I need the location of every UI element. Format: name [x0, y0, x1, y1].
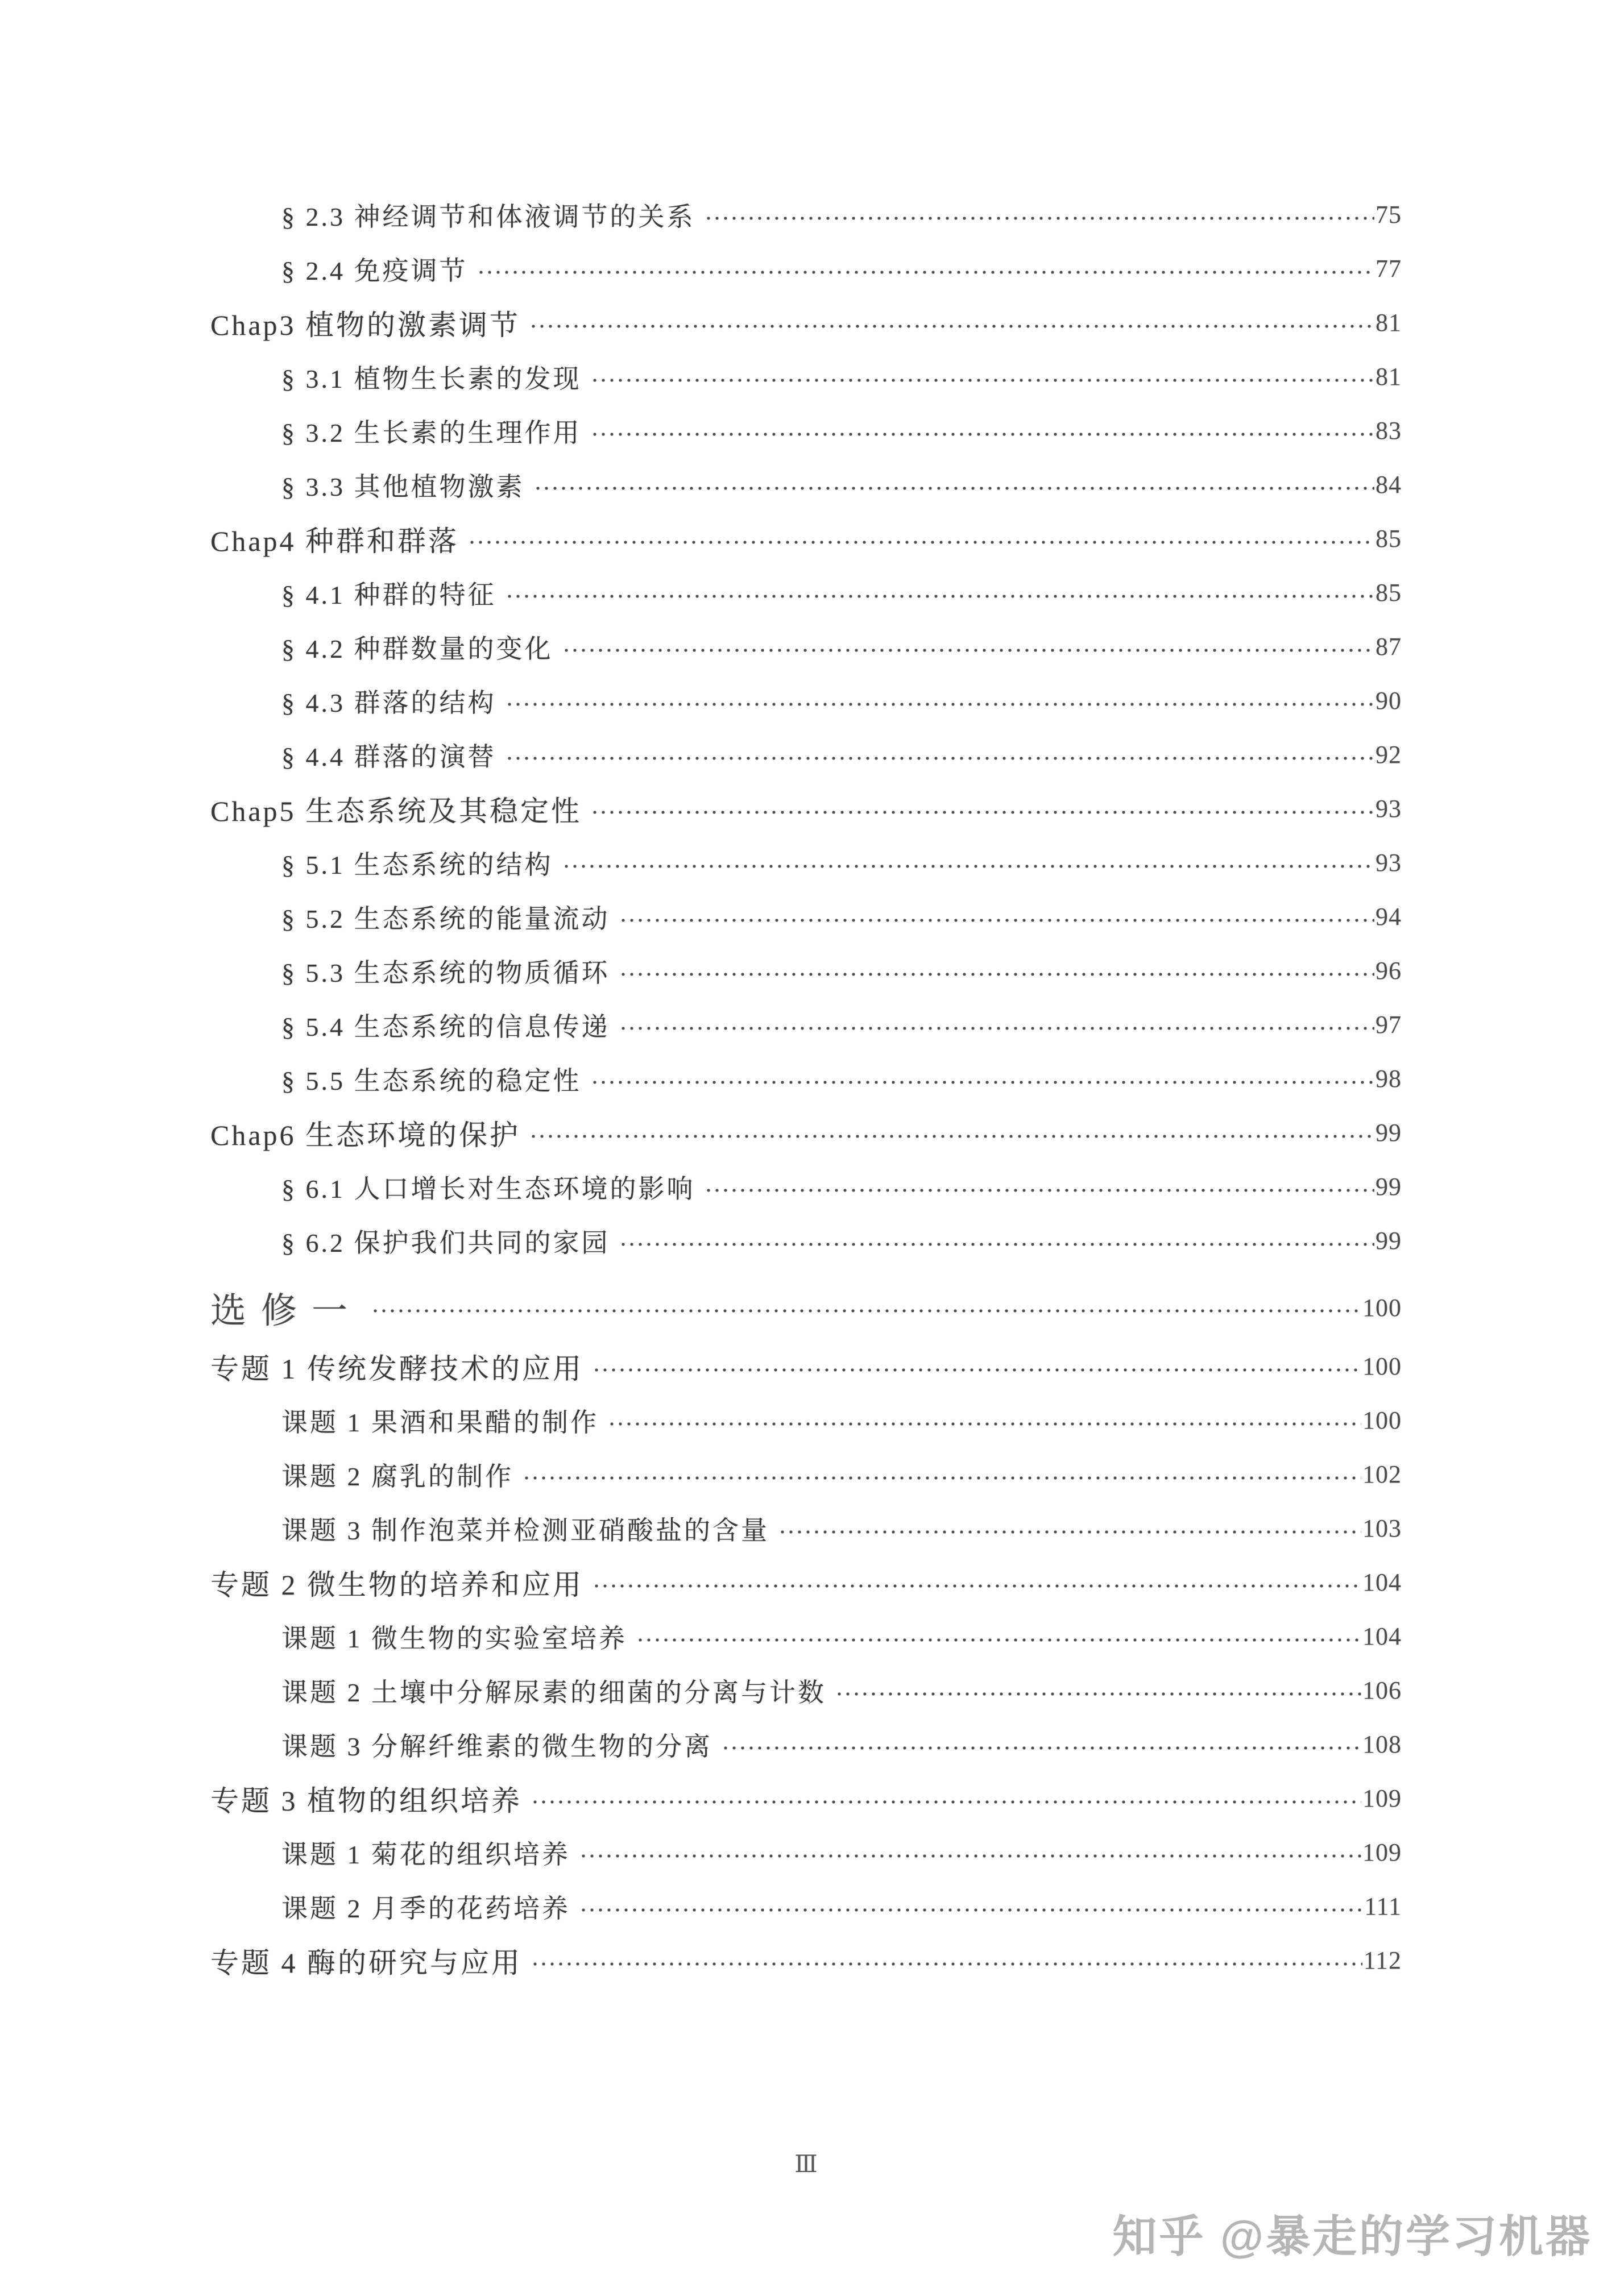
- toc-entry-page: 97: [1376, 1011, 1402, 1039]
- toc-entry: [210, 350, 1402, 404]
- toc-entry-page: 109: [1362, 1784, 1402, 1812]
- toc-entry: [210, 1663, 1402, 1717]
- toc-entry-label: 课题 3 制作泡菜并检测亚硝酸盐的含量: [281, 1516, 769, 1545]
- toc-entry: [210, 674, 1402, 728]
- toc-entry: [210, 1276, 1402, 1339]
- toc-entry-label: 专题 3 植物的组织培养: [210, 1784, 522, 1817]
- toc-leader-dots: [778, 1529, 1361, 1535]
- toc-entry: [210, 512, 1402, 566]
- toc-entry-label: § 3.1 植物生长素的发现: [281, 364, 582, 393]
- toc-entry: [210, 1879, 1402, 1933]
- toc-entry-label: 选修一: [210, 1290, 362, 1331]
- toc-leader-dots: [722, 1745, 1361, 1751]
- toc-entry-page: 81: [1376, 363, 1402, 391]
- toc-entry: [210, 728, 1402, 782]
- toc-leader-dots: [529, 1134, 1374, 1139]
- toc-leader-dots: [619, 1025, 1375, 1031]
- toc-leader-dots: [371, 1308, 1361, 1314]
- toc-entry-label: § 6.2 保护我们共同的家园: [281, 1228, 610, 1257]
- toc-leader-dots: [619, 1242, 1375, 1247]
- toc-leader-dots: [529, 323, 1374, 329]
- toc-entry: [210, 1339, 1402, 1393]
- toc-entry-label: § 2.3 神经调节和体液调节的关系: [281, 202, 695, 231]
- toc-leader-dots: [468, 539, 1374, 545]
- toc-entry-page: 111: [1364, 1892, 1402, 1920]
- page-number: Ⅲ: [794, 2152, 818, 2178]
- toc-leader-dots: [506, 701, 1375, 707]
- toc-entry-page: 106: [1362, 1676, 1402, 1704]
- toc-leader-dots: [593, 1367, 1361, 1373]
- toc-leader-dots: [562, 863, 1375, 869]
- toc-entry-label: 课题 2 土壤中分解尿素的细菌的分离与计数: [281, 1678, 826, 1707]
- toc-leader-dots: [705, 1188, 1375, 1193]
- toc-entry: [210, 1447, 1402, 1501]
- toc-entry: [210, 296, 1402, 350]
- toc-entry-page: 84: [1376, 471, 1402, 499]
- toc-entry: [210, 998, 1402, 1052]
- toc-entry-page: 99: [1376, 1173, 1402, 1201]
- toc-entry-label: § 5.4 生态系统的信息传递: [281, 1012, 610, 1041]
- toc-entry-page: 93: [1376, 795, 1402, 823]
- toc-entry-label: 专题 4 酶的研究与应用: [210, 1946, 522, 1979]
- toc-leader-dots: [591, 377, 1375, 383]
- toc-entry-label: § 5.5 生态系统的稳定性: [281, 1066, 582, 1095]
- toc-entry-label: 课题 2 月季的花药培养: [281, 1894, 570, 1923]
- toc-leader-dots: [506, 593, 1375, 599]
- toc-entry-label: Chap4 种群和群落: [210, 525, 459, 557]
- toc-entry-page: 103: [1362, 1514, 1402, 1542]
- toc-leader-dots: [523, 1475, 1361, 1481]
- toc-leader-dots: [531, 1799, 1361, 1805]
- toc-entry: [210, 836, 1402, 890]
- toc-entry-page: 96: [1376, 957, 1402, 985]
- toc-entry-page: 87: [1376, 633, 1402, 661]
- toc-leader-dots: [534, 485, 1375, 491]
- toc-entry-label: § 4.3 群落的结构: [281, 688, 496, 717]
- toc-entry-label: § 2.4 免疫调节: [281, 256, 468, 285]
- toc-leader-dots: [579, 1907, 1363, 1913]
- toc-entry: [210, 1771, 1402, 1825]
- toc-entry: [210, 1052, 1402, 1106]
- toc-entry: [210, 620, 1402, 674]
- toc-entry-page: 100: [1362, 1406, 1402, 1434]
- toc-entry-page: 104: [1362, 1568, 1402, 1596]
- toc-entry: [210, 1717, 1402, 1771]
- toc-entry-label: 课题 2 腐乳的制作: [281, 1462, 513, 1491]
- toc-entry: [210, 1393, 1402, 1447]
- toc-leader-dots: [593, 1583, 1361, 1589]
- toc-leader-dots: [619, 971, 1375, 977]
- toc-leader-dots: [705, 215, 1375, 221]
- toc-entry-label: § 4.2 种群数量的变化: [281, 634, 553, 663]
- toc-leader-dots: [506, 755, 1375, 761]
- toc-entry: [210, 188, 1402, 242]
- toc-entry: [210, 1555, 1402, 1609]
- toc-entry-page: 75: [1376, 201, 1402, 229]
- toc-entry-page: 100: [1362, 1293, 1402, 1322]
- toc-entry: [210, 242, 1402, 296]
- toc-entry-page: 83: [1376, 417, 1402, 445]
- toc-entry-page: 93: [1376, 849, 1402, 877]
- toc-entry-page: 109: [1362, 1838, 1402, 1866]
- toc-entry: [210, 404, 1402, 458]
- toc-entry-label: § 4.4 群落的演替: [281, 742, 496, 771]
- toc-leader-dots: [579, 1853, 1361, 1859]
- toc-entry-label: § 4.1 种群的特征: [281, 580, 496, 609]
- toc-entry-label: Chap6 生态环境的保护: [210, 1119, 521, 1151]
- toc-entry-label: 课题 1 微生物的实验室培养: [281, 1624, 627, 1653]
- toc-entry-label: 专题 2 微生物的培养和应用: [210, 1568, 583, 1601]
- toc-entry-label: § 5.1 生态系统的结构: [281, 850, 553, 879]
- toc-leader-dots: [562, 647, 1375, 653]
- toc-entry-label: § 5.2 生态系统的能量流动: [281, 904, 610, 933]
- toc-entry-page: 81: [1376, 309, 1402, 337]
- toc-entry-label: 课题 1 果酒和果醋的制作: [281, 1408, 599, 1437]
- toc-entry-label: § 3.3 其他植物激素: [281, 472, 525, 501]
- toc-entry-page: 77: [1376, 255, 1402, 283]
- toc-entry-page: 112: [1363, 1946, 1402, 1974]
- toc-entry: [210, 1501, 1402, 1555]
- toc-entry-page: 99: [1376, 1119, 1402, 1147]
- toc-list: [210, 188, 1402, 1987]
- toc-entry: [210, 1933, 1402, 1987]
- toc-entry: [210, 1106, 1402, 1160]
- toc-entry: [210, 1160, 1402, 1214]
- toc-entry: [210, 1214, 1402, 1268]
- watermark: 知乎 @暴走的学习机器: [1112, 2211, 1592, 2261]
- toc-entry-label: Chap5 生态系统及其稳定性: [210, 795, 582, 827]
- toc-leader-dots: [619, 917, 1375, 923]
- toc-entry-label: § 3.2 生长素的生理作用: [281, 418, 582, 447]
- toc-entry-label: 专题 1 传统发酵技术的应用: [210, 1352, 583, 1385]
- toc-entry-page: 92: [1376, 741, 1402, 769]
- toc-entry-page: 85: [1376, 525, 1402, 553]
- toc-entry-page: 98: [1376, 1065, 1402, 1093]
- toc-leader-dots: [835, 1691, 1361, 1697]
- toc-entry: [210, 1825, 1402, 1879]
- toc-leader-dots: [591, 431, 1375, 437]
- toc-entry-page: 85: [1376, 579, 1402, 607]
- toc-entry: [210, 458, 1402, 512]
- toc-leader-dots: [477, 269, 1375, 275]
- toc-entry-page: 108: [1362, 1730, 1402, 1758]
- toc-entry-page: 94: [1376, 903, 1402, 931]
- toc-leader-dots: [531, 1961, 1362, 1967]
- toc-entry: [210, 944, 1402, 998]
- toc-entry-page: 99: [1376, 1227, 1402, 1255]
- toc-entry-label: 课题 1 菊花的组织培养: [281, 1840, 570, 1869]
- toc-leader-dots: [591, 1080, 1375, 1085]
- toc-entry-label: § 6.1 人口增长对生态环境的影响: [281, 1174, 695, 1203]
- toc-leader-dots: [591, 809, 1374, 815]
- toc-entry-page: 104: [1362, 1622, 1402, 1650]
- toc-entry-label: 课题 3 分解纤维素的微生物的分离: [281, 1732, 712, 1761]
- toc-entry-page: 100: [1362, 1352, 1402, 1380]
- toc-entry-label: § 5.3 生态系统的物质循环: [281, 958, 610, 987]
- toc-entry-label: Chap3 植物的激素调节: [210, 309, 521, 341]
- toc-entry: [210, 782, 1402, 836]
- toc-entry-page: 90: [1376, 687, 1402, 715]
- toc-leader-dots: [608, 1421, 1361, 1427]
- toc-leader-dots: [636, 1637, 1361, 1643]
- toc-entry: [210, 566, 1402, 620]
- toc-entry-page: 102: [1362, 1460, 1402, 1488]
- toc-entry: [210, 1609, 1402, 1663]
- toc-entry: [210, 890, 1402, 944]
